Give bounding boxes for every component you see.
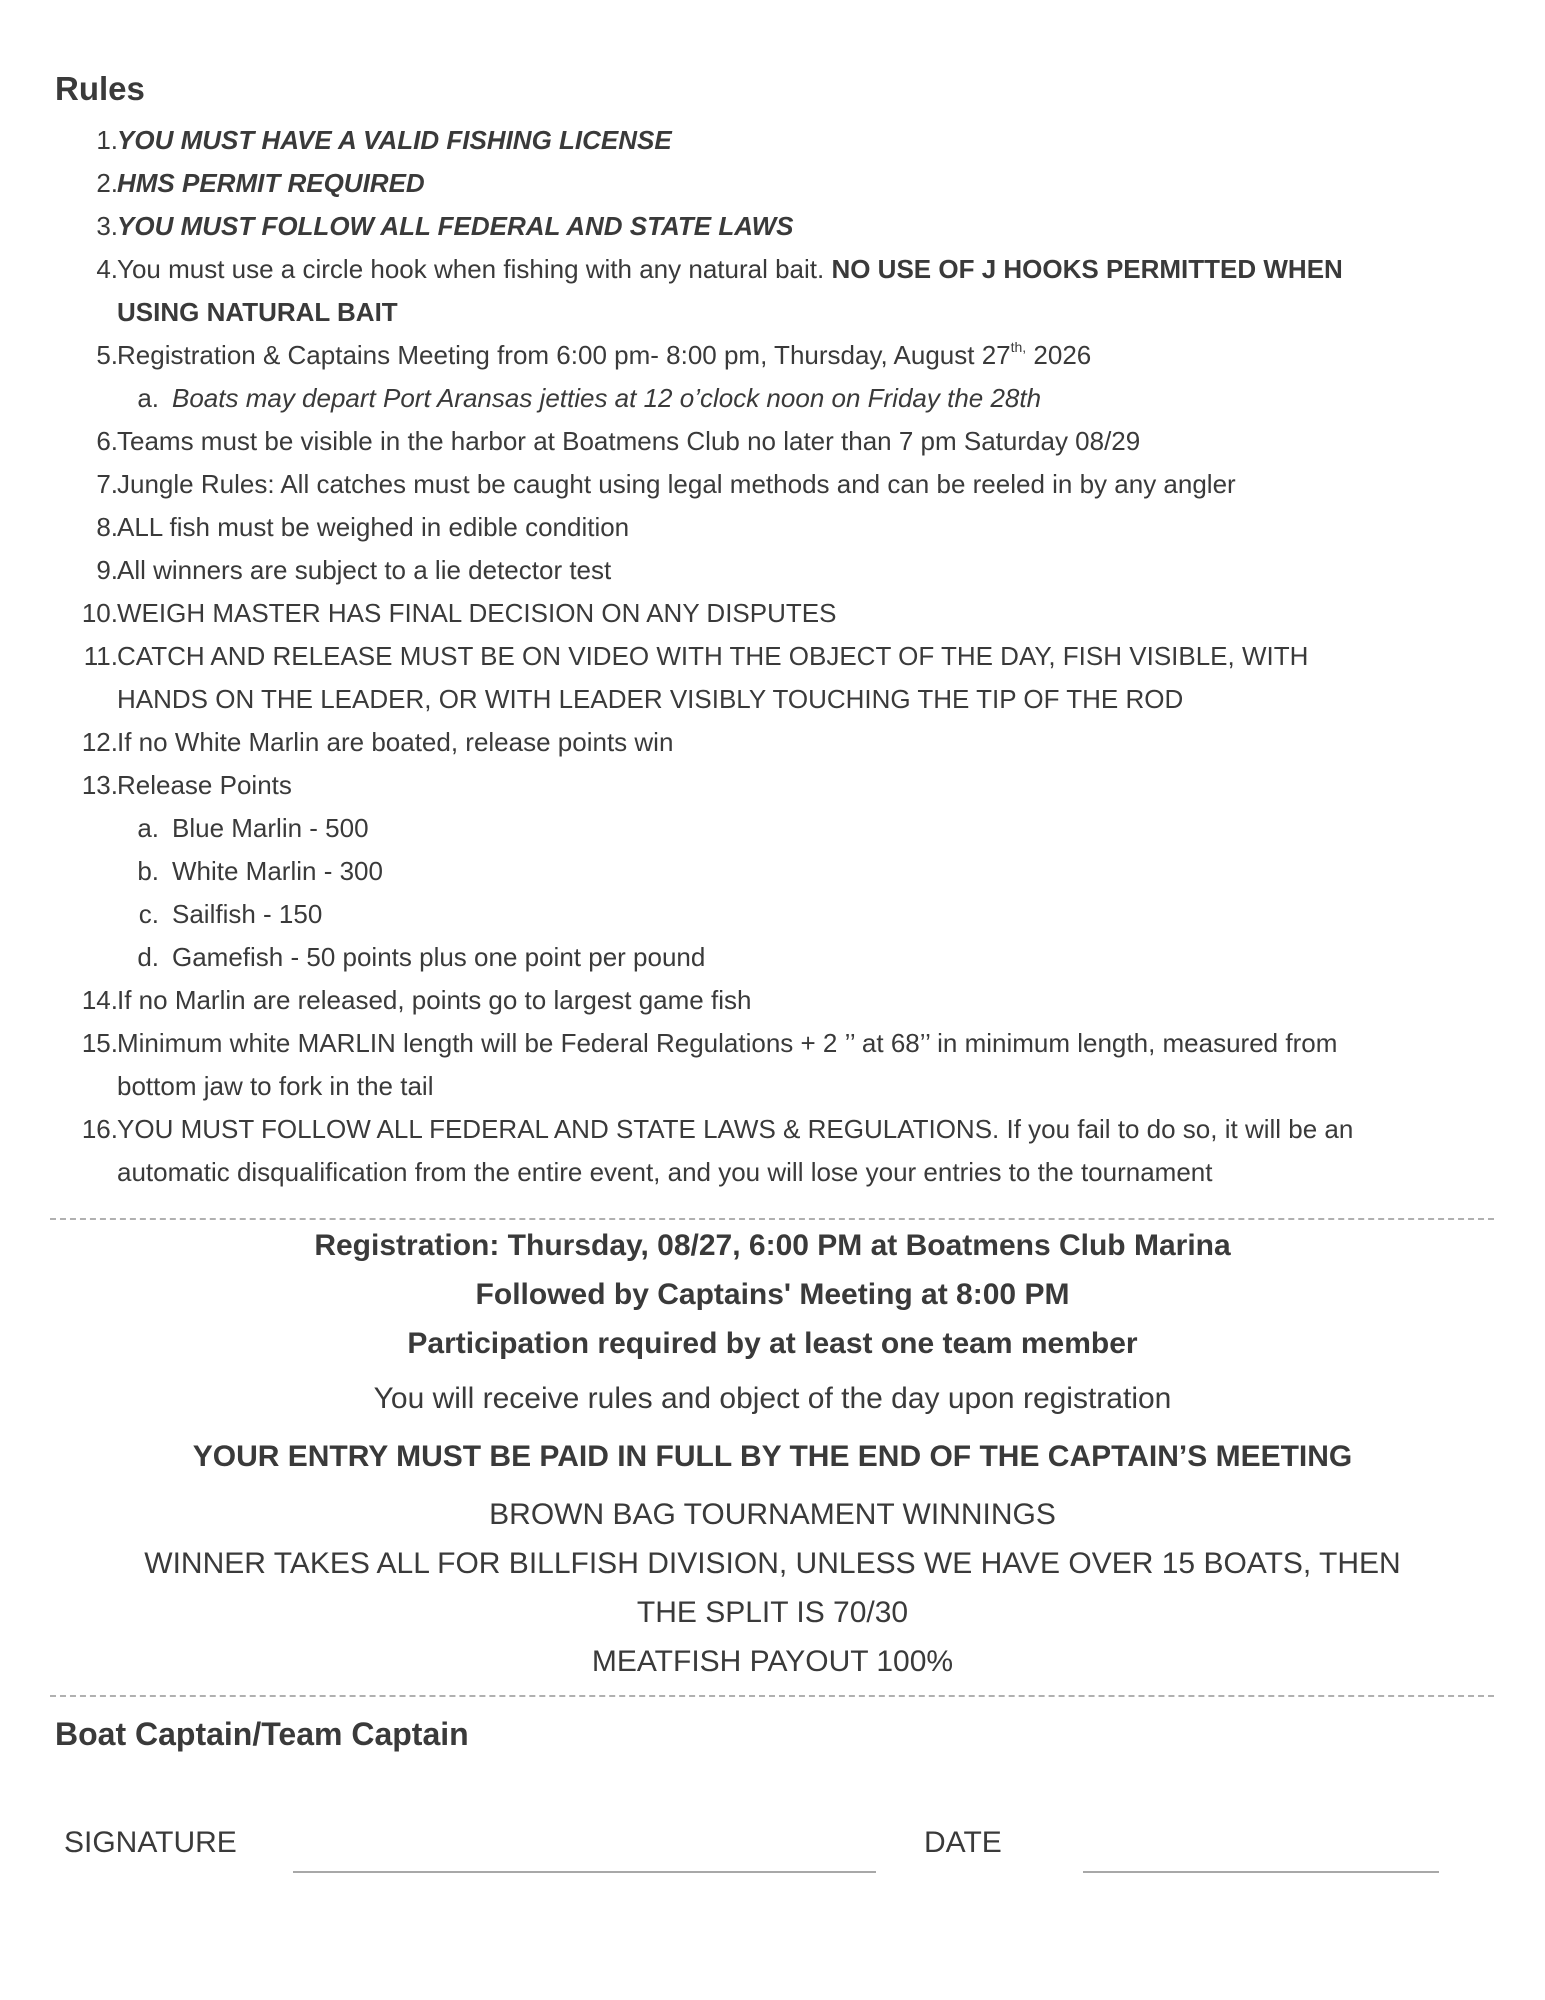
- rule-item: [0, 248, 1545, 334]
- rule-text-continuation: USING NATURAL BAIT: [117, 297, 398, 327]
- dashed-divider: [50, 1218, 1494, 1220]
- rule-item: [0, 1108, 1545, 1194]
- sub-letter: a.: [137, 383, 159, 413]
- rule-number: 1.: [96, 125, 118, 155]
- rule-text: Teams must be visible in the harbor at Boatmens Club no later than 7 pm Saturday 08/29: [117, 426, 1141, 456]
- rule-item: [0, 721, 1545, 764]
- winnings-heading: BROWN BAG TOURNAMENT WINNINGS: [489, 1498, 1056, 1531]
- sub-item: [0, 936, 1545, 979]
- meatfish-payout-line: MEATFISH PAYOUT 100%: [591, 1645, 954, 1678]
- sub-text: Gamefish - 50 points plus one point per pound: [172, 942, 706, 972]
- rule-text-continuation: HANDS ON THE LEADER, OR WITH LEADER VISIBLY TOUCHING THE TIP OF THE ROD: [117, 684, 1184, 714]
- rule-superscript: th,: [1010, 339, 1027, 355]
- rule-number: 8.: [96, 512, 118, 542]
- sub-text: White Marlin - 300: [172, 856, 383, 886]
- rule-item: [0, 592, 1545, 635]
- sub-text: Boats may depart Port Aransas jetties at 12 o’clock noon on Friday the 28th: [172, 383, 1042, 413]
- sub-item: [0, 850, 1545, 893]
- sub-text: Blue Marlin - 500: [172, 813, 369, 843]
- sub-letter: a.: [137, 813, 159, 843]
- sub-letter: c.: [138, 899, 159, 929]
- rule-item: [0, 463, 1545, 506]
- rule-text: CATCH AND RELEASE MUST BE ON VIDEO WITH THE OBJECT OF THE DAY, FISH VISIBLE, WITH: [117, 641, 1309, 671]
- rule-number: 15.: [81, 1028, 118, 1058]
- rule-text-post: 2026: [1026, 340, 1092, 370]
- captains-meeting-line: Followed by Captains' Meeting at 8:00 PM: [475, 1278, 1070, 1311]
- rule-item: [0, 549, 1545, 592]
- rule-text: [117, 334, 1447, 377]
- date-line[interactable]: [1083, 1871, 1439, 1873]
- sub-text: Sailfish - 150: [172, 899, 323, 929]
- rule-text: If no White Marlin are boated, release points win: [117, 727, 674, 757]
- rule-text: Jungle Rules: All catches must be caught using legal methods and can be reeled in by any angler: [117, 469, 1236, 499]
- rule-number: 9.: [96, 555, 118, 585]
- rule-item: [0, 334, 1545, 377]
- rule-text-bold: NO USE OF J HOOKS PERMITTED WHEN: [831, 254, 1343, 284]
- rule-text: WEIGH MASTER HAS FINAL DECISION ON ANY DISPUTES: [117, 598, 837, 628]
- rule-number: 6.: [96, 426, 118, 456]
- sub-letter: b.: [137, 856, 159, 886]
- rule-number: 7.: [96, 469, 118, 499]
- rule-number: 16.: [81, 1114, 118, 1144]
- split-line: THE SPLIT IS 70/30: [636, 1596, 909, 1629]
- rule-text: Release Points: [117, 770, 292, 800]
- payment-line: YOUR ENTRY MUST BE PAID IN FULL BY THE END OF THE CAPTAIN’S MEETING: [192, 1440, 1353, 1473]
- rule-text: If no Marlin are released, points go to largest game fish: [117, 985, 752, 1015]
- rule-text: YOU MUST FOLLOW ALL FEDERAL AND STATE LAWS: [117, 211, 794, 241]
- rule-number: 3.: [96, 211, 118, 241]
- signature-line[interactable]: [293, 1871, 876, 1873]
- rule-item: [0, 1022, 1545, 1108]
- rule-text: ALL fish must be weighed in edible condition: [117, 512, 630, 542]
- rule-number: 10.: [81, 598, 118, 628]
- sub-item: [0, 377, 1545, 420]
- rules-receipt-line: You will receive rules and object of the day upon registration: [373, 1382, 1172, 1415]
- rule-text: [117, 248, 1447, 291]
- rule-text: All winners are subject to a lie detector test: [117, 555, 612, 585]
- sub-letter: d.: [137, 942, 159, 972]
- rules-list: [0, 119, 1545, 1194]
- dashed-divider: [50, 1695, 1494, 1697]
- rule-text-continuation: bottom jaw to fork in the tail: [117, 1071, 434, 1101]
- rule-item: [0, 635, 1545, 721]
- registration-line: Registration: Thursday, 08/27, 6:00 PM at Boatmens Club Marina: [314, 1229, 1231, 1262]
- participation-line: Participation required by at least one team member: [407, 1327, 1138, 1360]
- rule-text: Minimum white MARLIN length will be Federal Regulations + 2 ’’ at 68’’ in minimum length, measured from: [117, 1028, 1338, 1058]
- rule-text: YOU MUST HAVE A VALID FISHING LICENSE: [117, 125, 672, 155]
- signature-label: SIGNATURE: [64, 1826, 237, 1859]
- rule-item: [0, 979, 1545, 1022]
- rules-heading: Rules: [55, 70, 145, 107]
- rule-number: 5.: [96, 340, 118, 370]
- rule-item: [0, 420, 1545, 463]
- rule-item: [0, 205, 1545, 248]
- rule-text: HMS PERMIT REQUIRED: [117, 168, 425, 198]
- rule-number: 11.: [83, 641, 118, 671]
- captain-heading: Boat Captain/Team Captain: [55, 1716, 469, 1752]
- rule-number: 4.: [96, 254, 118, 284]
- rule-number: 2.: [96, 168, 118, 198]
- sub-item: [0, 807, 1545, 850]
- rule-number: 13.: [81, 770, 118, 800]
- rule-text: YOU MUST FOLLOW ALL FEDERAL AND STATE LAWS & REGULATIONS. If you fail to do so, it will be an: [117, 1114, 1354, 1144]
- rule-number: 14.: [81, 985, 118, 1015]
- rule-item: [0, 119, 1545, 162]
- sub-item: [0, 893, 1545, 936]
- date-label: DATE: [924, 1826, 1002, 1859]
- rule-text-pre: Registration & Captains Meeting from 6:00 pm- 8:00 pm, Thursday, August 27: [117, 340, 1011, 370]
- rule-text-plain: You must use a circle hook when fishing with any natural bait.: [117, 254, 825, 284]
- rule-text-continuation: automatic disqualification from the entire event, and you will lose your entries to the tournament: [117, 1157, 1213, 1187]
- rule-number: 12.: [81, 727, 118, 757]
- registration-block: [0, 1221, 1545, 1686]
- rule-item: [0, 764, 1545, 807]
- rule-item: [0, 506, 1545, 549]
- rule-item: [0, 162, 1545, 205]
- winnings-line: WINNER TAKES ALL FOR BILLFISH DIVISION, UNLESS WE HAVE OVER 15 BOATS, THEN: [144, 1547, 1401, 1580]
